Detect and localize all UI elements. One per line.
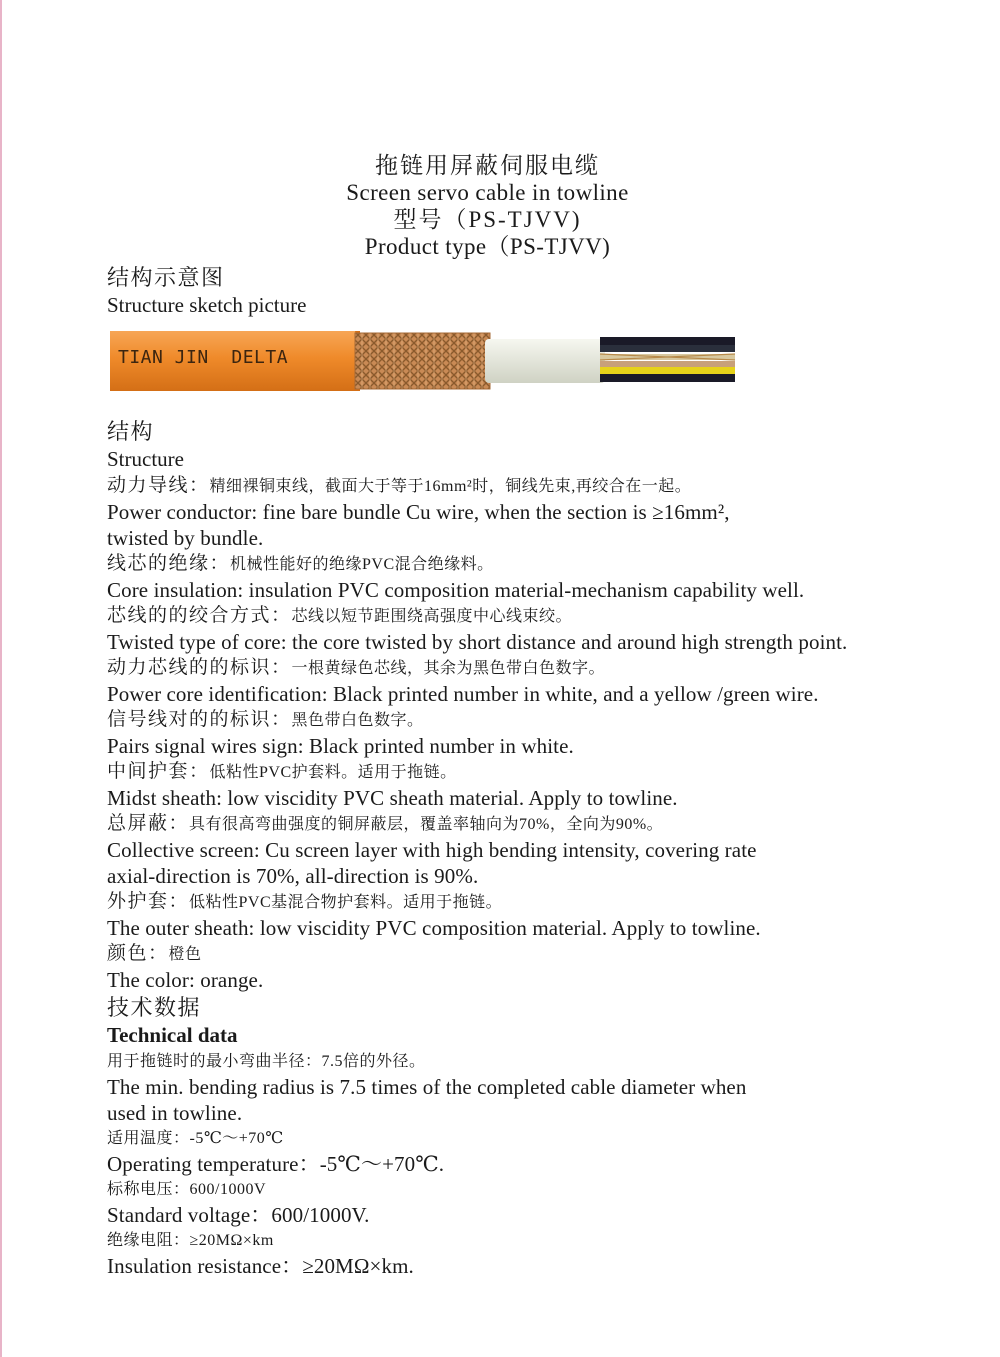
technical-item-en: Standard voltage：600/1000V. [107,1203,370,1227]
technical-item-cn: 用于拖链时的最小弯曲半径：7.5倍的外径。 [107,1053,426,1070]
core-black-2 [600,345,735,352]
structure-item-en: axial-direction is 70%, all-direction is 90%. [107,864,479,888]
structure-item-cn [107,551,987,577]
structure-item-label: 动力芯线的的标识： [107,657,292,678]
structure-item-label: 颜色： [107,943,169,964]
structure-item-en: Core insulation: insulation PVC composition material-mechanism capability well. [107,578,805,602]
structure-item-cn [107,759,987,785]
structure-item-label: 中间护套： [107,761,210,782]
structure-item-label: 动力导线： [107,475,210,496]
structure-item-en: The outer sheath: low viscidity PVC composition material. Apply to towline. [107,916,761,940]
structure-item-cn [107,811,987,837]
structure-heading-cn: 结构 [107,419,155,444]
technical-item-en: Insulation resistance：≥20MΩ×km. [107,1254,414,1278]
cable-print-text: TIAN JIN DELTA [118,347,289,368]
structure-item-label: 外护套： [107,891,190,912]
structure-item-cn [107,707,987,733]
technical-item-en: The min. bending radius is 7.5 times of the completed cable diameter when [107,1075,747,1099]
structure-item-en: The color: orange. [107,968,264,992]
structure-item-en: Collective screen: Cu screen layer with high bending intensity, covering rate [107,838,757,862]
structure-item-text: 具有很高弯曲强度的铜屏蔽层，覆盖率轴向为70%，全向为90%。 [189,816,664,833]
technical-item-cn: 绝缘电阻：≥20MΩ×km [107,1232,274,1249]
structure-item-en: Pairs signal wires sign: Black printed number in white. [107,734,574,758]
structure-item-cn [107,655,987,681]
core-black-1 [600,337,735,345]
title-block [0,152,975,260]
structure-item-en: twisted by bundle. [107,526,264,550]
structure-item-text: 黑色带白色数字。 [291,712,424,729]
collective-screen [355,333,490,389]
structure-item-en: Power conductor: fine bare bundle Cu wire, when the section is ≥16mm², [107,500,730,524]
technical-item-cn: 标称电压：600/1000V [107,1181,267,1198]
structure-item-label: 芯线的的绞合方式： [107,605,292,626]
title-en: Screen servo cable in towline [346,180,629,205]
structure-item-text: 精细裸铜束线，截面大于等于16mm²时，铜线先束,再绞合在一起。 [209,478,692,495]
technical-list [107,1049,987,1279]
structure-item-text: 橙色 [168,946,202,963]
structure-heading-en: Structure [107,447,184,471]
technical-item-en: Operating temperature：-5℃～+70℃. [107,1152,445,1176]
core-black-3 [600,374,735,382]
structure-item-text: 机械性能好的绝缘PVC混合绝缘料。 [230,556,494,573]
cable-sketch [110,327,738,397]
structure-item-cn [107,603,987,629]
structure-item-cn [107,889,987,915]
model-en: Product type（PS-TJVV) [364,234,611,259]
midst-sheath [485,339,605,383]
technical-heading-en: Technical data [107,1023,238,1047]
structure-item-text: 低粘性PVC护套料。适用于拖链。 [209,764,457,781]
content [107,263,987,1279]
structure-item-label: 总屏蔽： [107,813,190,834]
structure-item-text: 芯线以短节距围绕高强度中心线束绞。 [291,608,573,625]
structure-item-text: 一根黄绿色芯线，其余为黑色带白色数字。 [291,660,606,677]
core-copper-strand [600,361,735,367]
structure-item-label: 线芯的绝缘： [107,553,231,574]
structure-item-text: 低粘性PVC基混合物护套料。适用于拖链。 [189,894,503,911]
structure-item-en: Power core identification: Black printed number in white, and a yellow /green wire. [107,682,819,706]
structure-item-cn [107,941,987,967]
sketch-heading-cn: 结构示意图 [107,265,225,290]
structure-item-label: 信号线对的的标识： [107,709,292,730]
model-cn: 型号（PS-TJVV) [393,207,582,232]
title-cn: 拖链用屏蔽伺服电缆 [375,153,600,178]
core-yellow [600,367,735,374]
technical-item-cn: 适用温度：-5℃～+70℃ [107,1130,284,1147]
structure-list [107,473,987,993]
structure-item-en: Twisted type of core: the core twisted by short distance and around high strength point. [107,630,848,654]
structure-item-en: Midst sheath: low viscidity PVC sheath material. Apply to towline. [107,786,678,810]
technical-item-en: used in towline. [107,1101,243,1125]
structure-item-cn [107,473,987,499]
technical-heading-cn: 技术数据 [107,995,202,1020]
sketch-heading-en: Structure sketch picture [107,293,307,317]
